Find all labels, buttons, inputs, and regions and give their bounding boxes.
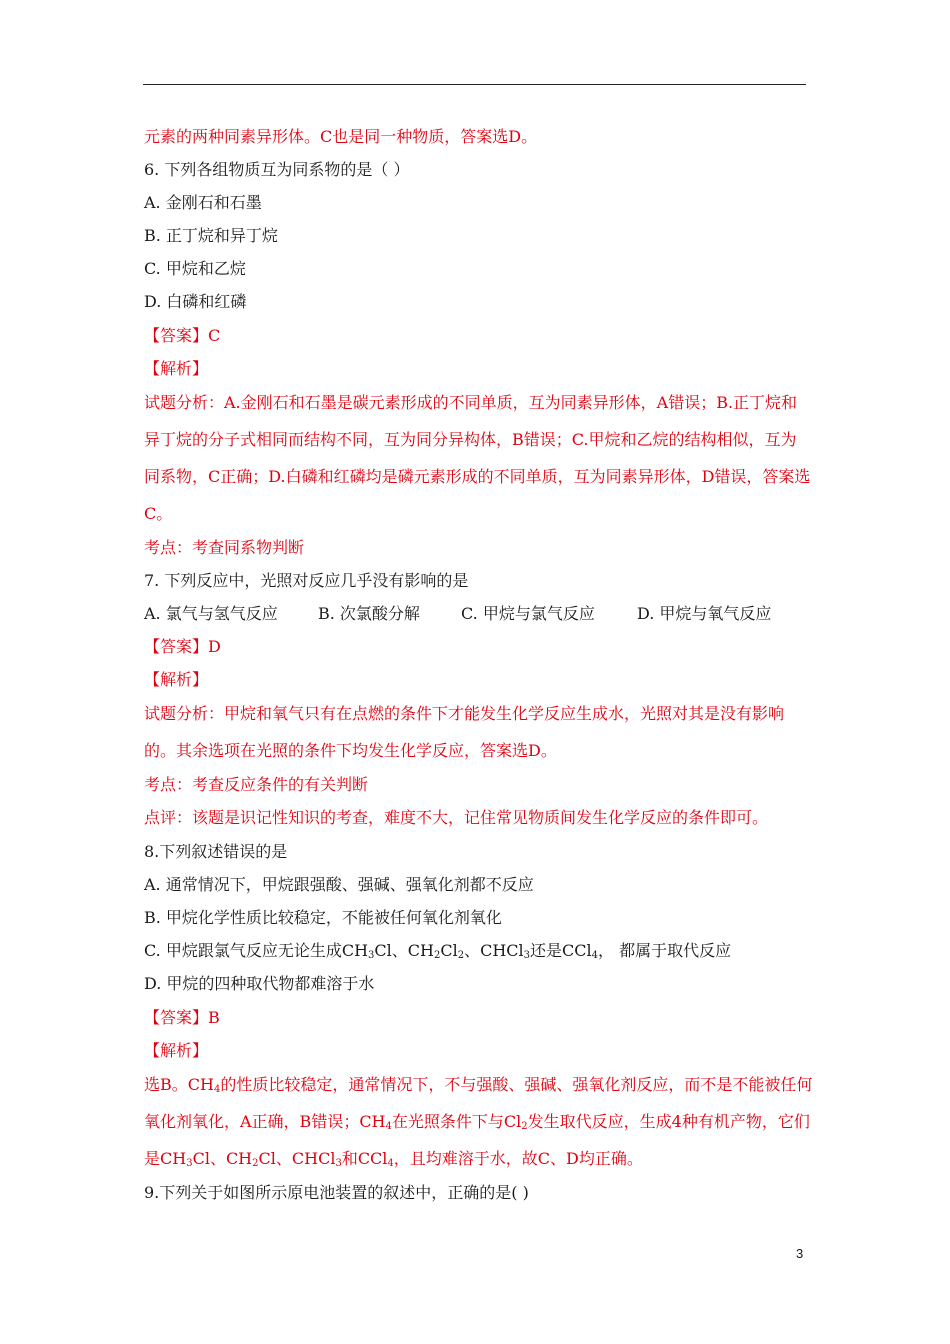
analysis-label: 【解析】: [144, 1041, 209, 1060]
text-segment: C. 甲烷跟氯气反应无论生成CH: [144, 941, 369, 960]
text-segment: 在光照条件下与Cl: [391, 1112, 522, 1131]
text-segment: ， 都属于取代反应: [598, 941, 732, 960]
text-segment: 、CHCl: [464, 941, 524, 960]
analysis-text: [144, 1149, 643, 1174]
text-segment: Cl、CHCl: [258, 1149, 336, 1168]
option-b: B. 甲烷化学性质比较稳定，不能被任何氧化剂氧化: [144, 908, 502, 927]
text-segment: ，且均难溶于水，故C、D均正确。: [393, 1149, 643, 1168]
option-b: B. 次氯酸分解: [318, 604, 420, 623]
question-8: 8.下列叙述错误的是: [144, 842, 288, 861]
option-d: D. 甲烷与氧气反应: [637, 604, 772, 623]
option-b: B. 正丁烷和异丁烷: [144, 226, 278, 245]
text-segment: 氧化剂氧化，A正确，B错误；CH: [144, 1112, 386, 1131]
subscript: 2: [457, 950, 465, 961]
subscript: 3: [523, 950, 531, 961]
text-line: 元素的两种同素异形体。C也是同一种物质，答案选D。: [144, 127, 538, 146]
subscript: 2: [433, 950, 441, 961]
option-c: C. 甲烷与氯气反应: [461, 604, 595, 623]
answer-label: 【答案】D: [144, 637, 221, 656]
text-segment: Cl、CH: [374, 941, 434, 960]
analysis-text: 的。其余选项在光照的条件下均发生化学反应，答案选D。: [144, 741, 557, 760]
comment: 点评：该题是识记性知识的考查，难度不大，记住常见物质间发生化学反应的条件即可。: [144, 808, 769, 827]
option-d: D. 白磷和红磷: [144, 292, 247, 311]
analysis-text: 异丁烷的分子式相同而结构不同，互为同分异构体，B错误；C.甲烷和乙烷的结构相似，互为: [144, 430, 797, 449]
question-7: 7. 下列反应中，光照对反应几乎没有影响的是: [144, 571, 469, 590]
answer-label: 【答案】B: [144, 1008, 220, 1027]
analysis-text: C。: [144, 504, 173, 523]
subscript: 4: [213, 1084, 221, 1095]
question-9: 9.下列关于如图所示原电池装置的叙述中，正确的是( ): [144, 1183, 529, 1202]
text-segment: Cl、CH: [192, 1149, 253, 1168]
analysis-label: 【解析】: [144, 359, 209, 378]
option-c: [144, 941, 731, 966]
option-a: A. 金刚石和石墨: [144, 193, 262, 212]
page-number: 3: [796, 1246, 804, 1261]
text-segment: 和CCl: [341, 1149, 388, 1168]
subscript: 2: [252, 1158, 259, 1169]
analysis-text: 同系物，C正确；D.白磷和红磷均是磷元素形成的不同单质，互为同素异形体，D错误，答案选: [144, 467, 811, 486]
subscript: 4: [387, 1158, 394, 1169]
subscript: 3: [368, 950, 375, 961]
text-segment: Cl: [440, 941, 458, 960]
key-point: 考点：考查同系物判断: [144, 538, 305, 557]
text-segment: 选B。CH: [144, 1075, 214, 1094]
text-segment: 的性质比较稳定，通常情况下，不与强酸、强碱、强氧化剂反应，而不是不能被任何: [220, 1075, 813, 1094]
subscript: 3: [186, 1158, 193, 1169]
answer-label: 【答案】C: [144, 326, 221, 345]
header-rule: [143, 84, 806, 85]
text-segment: 还是CCl: [530, 941, 592, 960]
q7-options-row: [144, 604, 806, 624]
analysis-text: 试题分析：甲烷和氧气只有在点燃的条件下才能发生化学反应生成水，光照对其是没有影响: [144, 704, 785, 723]
analysis-label: 【解析】: [144, 670, 209, 689]
option-a: A. 氯气与氢气反应: [144, 604, 278, 623]
analysis-text: [144, 1112, 810, 1137]
subscript: 4: [591, 950, 599, 961]
question-6: 6. 下列各组物质互为同系物的是（ ）: [144, 160, 410, 179]
key-point: 考点：考查反应条件的有关判断: [144, 775, 369, 794]
option-c: C. 甲烷和乙烷: [144, 259, 246, 278]
text-segment: 发生取代反应，生成4种有机产物，它们: [527, 1112, 810, 1131]
subscript: 4: [385, 1121, 392, 1132]
analysis-text: 试题分析：A.金刚石和石墨是碳元素形成的不同单质，互为同素异形体，A错误；B.正丁烷和: [144, 393, 798, 412]
option-d: D. 甲烷的四种取代物都难溶于水: [144, 974, 375, 993]
analysis-text: [144, 1075, 812, 1100]
text-segment: 是CH: [144, 1149, 187, 1168]
subscript: 3: [335, 1158, 342, 1169]
option-a: A. 通常情况下，甲烷跟强酸、强碱、强氧化剂都不反应: [144, 875, 534, 894]
subscript: 2: [521, 1121, 528, 1132]
